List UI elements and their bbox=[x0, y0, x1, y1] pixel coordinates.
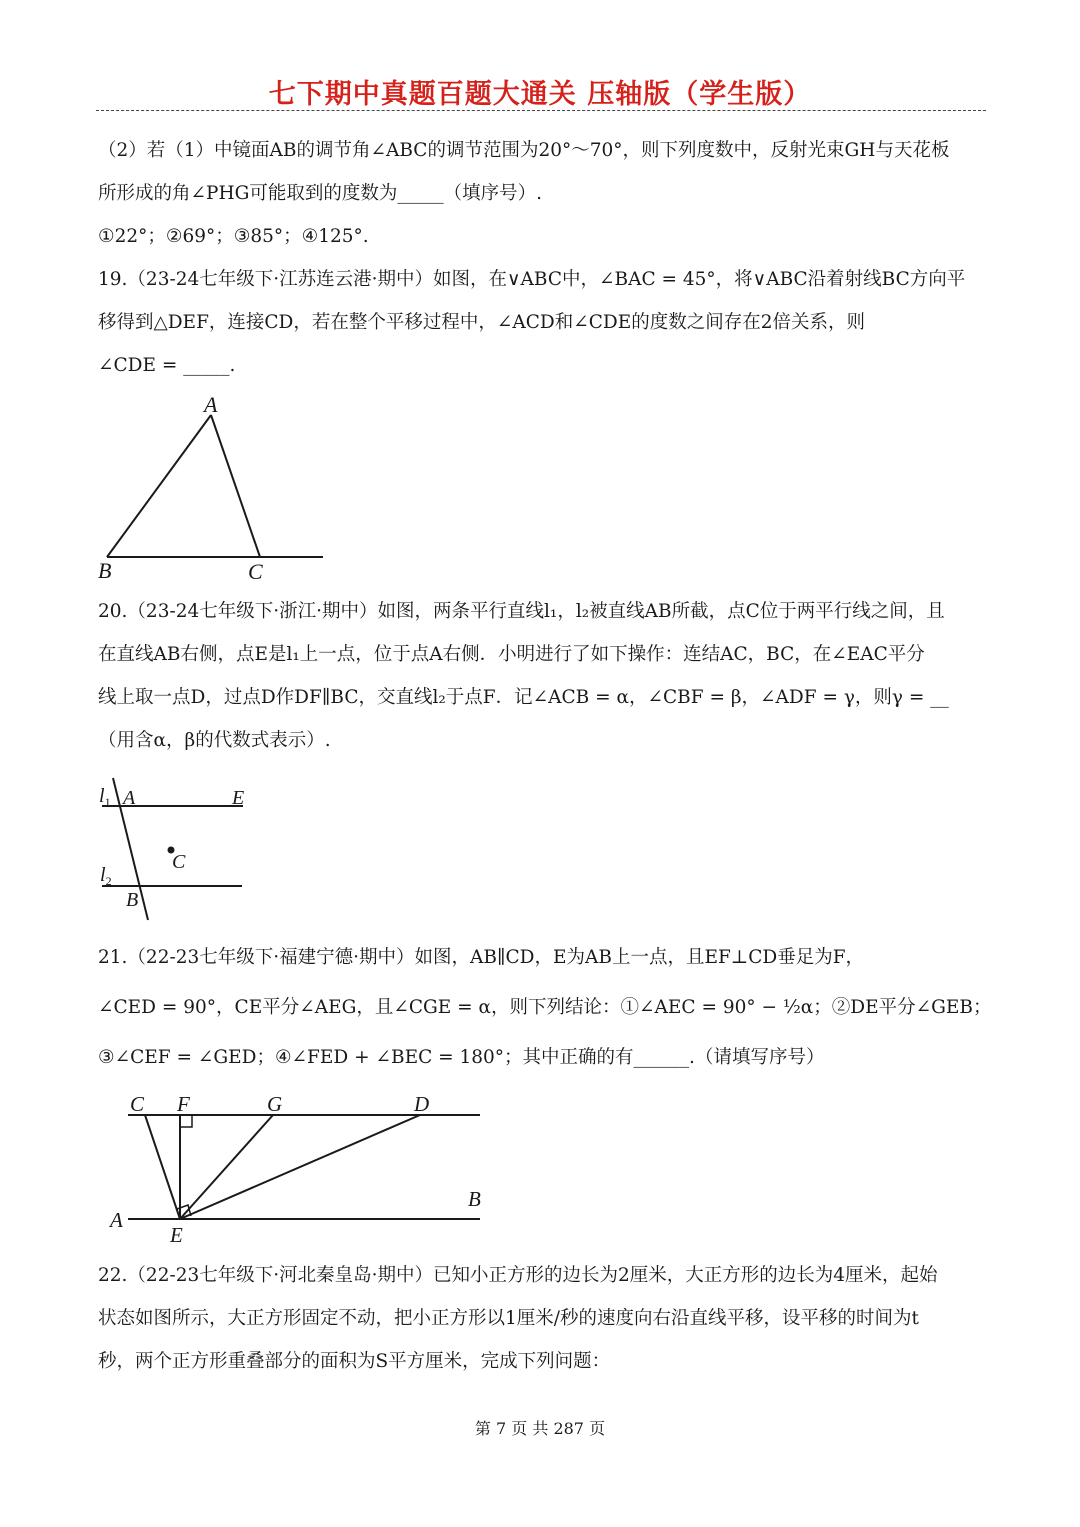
q19-line1: 19.（23-24七年级下·江苏连云港·期中）如图，在∨ABC中，∠BAC = 45°，将∨ABC沿着射线BC方向平 bbox=[98, 269, 966, 290]
segment-ed bbox=[180, 1115, 420, 1219]
q18-part2-line2: 所形成的角∠PHG可能取到的度数为_____（填序号）. bbox=[98, 183, 542, 204]
label-l2: $l_2$ bbox=[100, 864, 112, 888]
label-c: C bbox=[130, 1092, 145, 1116]
q22-line2: 状态如图所示，大正方形固定不动，把小正方形以1厘米/秒的速度向右沿直线平移，设平移的时间为t bbox=[98, 1308, 919, 1329]
q21-line1: 21.（22-23七年级下·福建宁德·期中）如图，AB∥CD，E为AB上一点，且EF⊥CD垂足为F， bbox=[98, 947, 865, 968]
right-angle-mark-f bbox=[180, 1115, 192, 1127]
page-footer: 第 7 页 共 287 页 bbox=[474, 1419, 606, 1438]
label-l1: $l_1$ bbox=[99, 785, 111, 809]
segment-eg bbox=[180, 1115, 273, 1219]
label-a: A bbox=[110, 1208, 123, 1232]
label-f: F bbox=[177, 1092, 190, 1116]
q21-line3: ③∠CEF = ∠GED；④∠FED + ∠BEC = 180°；其中正确的有______.（请填写序号） bbox=[98, 1047, 825, 1068]
figure-q21-parallel-lines bbox=[100, 1090, 500, 1250]
figure-q20-parallel-lines bbox=[90, 770, 260, 930]
label-e: E bbox=[170, 1223, 183, 1247]
label-c: C bbox=[248, 559, 263, 584]
q19-line3: ∠CDE = _____. bbox=[98, 355, 236, 376]
q18-options: ①22°；②69°；③85°；④125°. bbox=[98, 226, 369, 247]
label-d: D bbox=[414, 1092, 430, 1116]
figure-q19-triangle bbox=[90, 390, 340, 590]
label-c: C bbox=[172, 851, 186, 873]
label-a: A bbox=[204, 392, 218, 417]
label-b: B bbox=[468, 1187, 481, 1211]
q19-line2: 移得到△DEF，连接CD，若在整个平移过程中，∠ACD和∠CDE的度数之间存在2倍关系，则 bbox=[98, 312, 866, 333]
page-header-title: 七下期中真题百题大通关 压轴版（学生版） bbox=[268, 79, 812, 110]
segment-ac bbox=[211, 415, 260, 557]
label-b: B bbox=[126, 889, 139, 911]
q20-line4: （用含α，β的代数式表示）. bbox=[98, 730, 331, 751]
q21-line2: ∠CED = 90°，CE平分∠AEG，且∠CGE = α，则下列结论：①∠AEC = 90° − ½α；②DE平分∠GEB； bbox=[98, 997, 992, 1018]
q20-line2: 在直线AB右侧，点E是l₁上一点，位于点A右侧．小明进行了如下操作：连结AC，BC，在∠EAC平分 bbox=[98, 644, 925, 665]
label-e: E bbox=[232, 787, 245, 809]
q22-line1: 22.（22-23七年级下·河北秦皇岛·期中）已知小正方形的边长为2厘米，大正方形的边长为4厘米，起始 bbox=[98, 1265, 938, 1286]
label-b: B bbox=[98, 558, 112, 583]
label-g: G bbox=[267, 1092, 283, 1116]
header-divider bbox=[96, 110, 986, 111]
q20-line3: 线上取一点D，过点D作DF∥BC，交直线l₂于点F．记∠ACB = α，∠CBF = β，∠ADF = γ，则γ = __ bbox=[98, 687, 949, 708]
segment-ab bbox=[107, 415, 211, 557]
q18-part2-line1: （2）若（1）中镜面AB的调节角∠ABC的调节范围为20°～70°，则下列度数中，反射光束GH与天花板 bbox=[98, 140, 950, 161]
segment-ec bbox=[145, 1115, 180, 1219]
q20-line1: 20.（23-24七年级下·浙江·期中）如图，两条平行直线l₁，l₂被直线AB所截，点C位于两平行线之间，且 bbox=[98, 601, 945, 622]
label-a: A bbox=[123, 787, 136, 809]
q22-line3: 秒，两个正方形重叠部分的面积为S平方厘米，完成下列问题： bbox=[98, 1351, 611, 1372]
